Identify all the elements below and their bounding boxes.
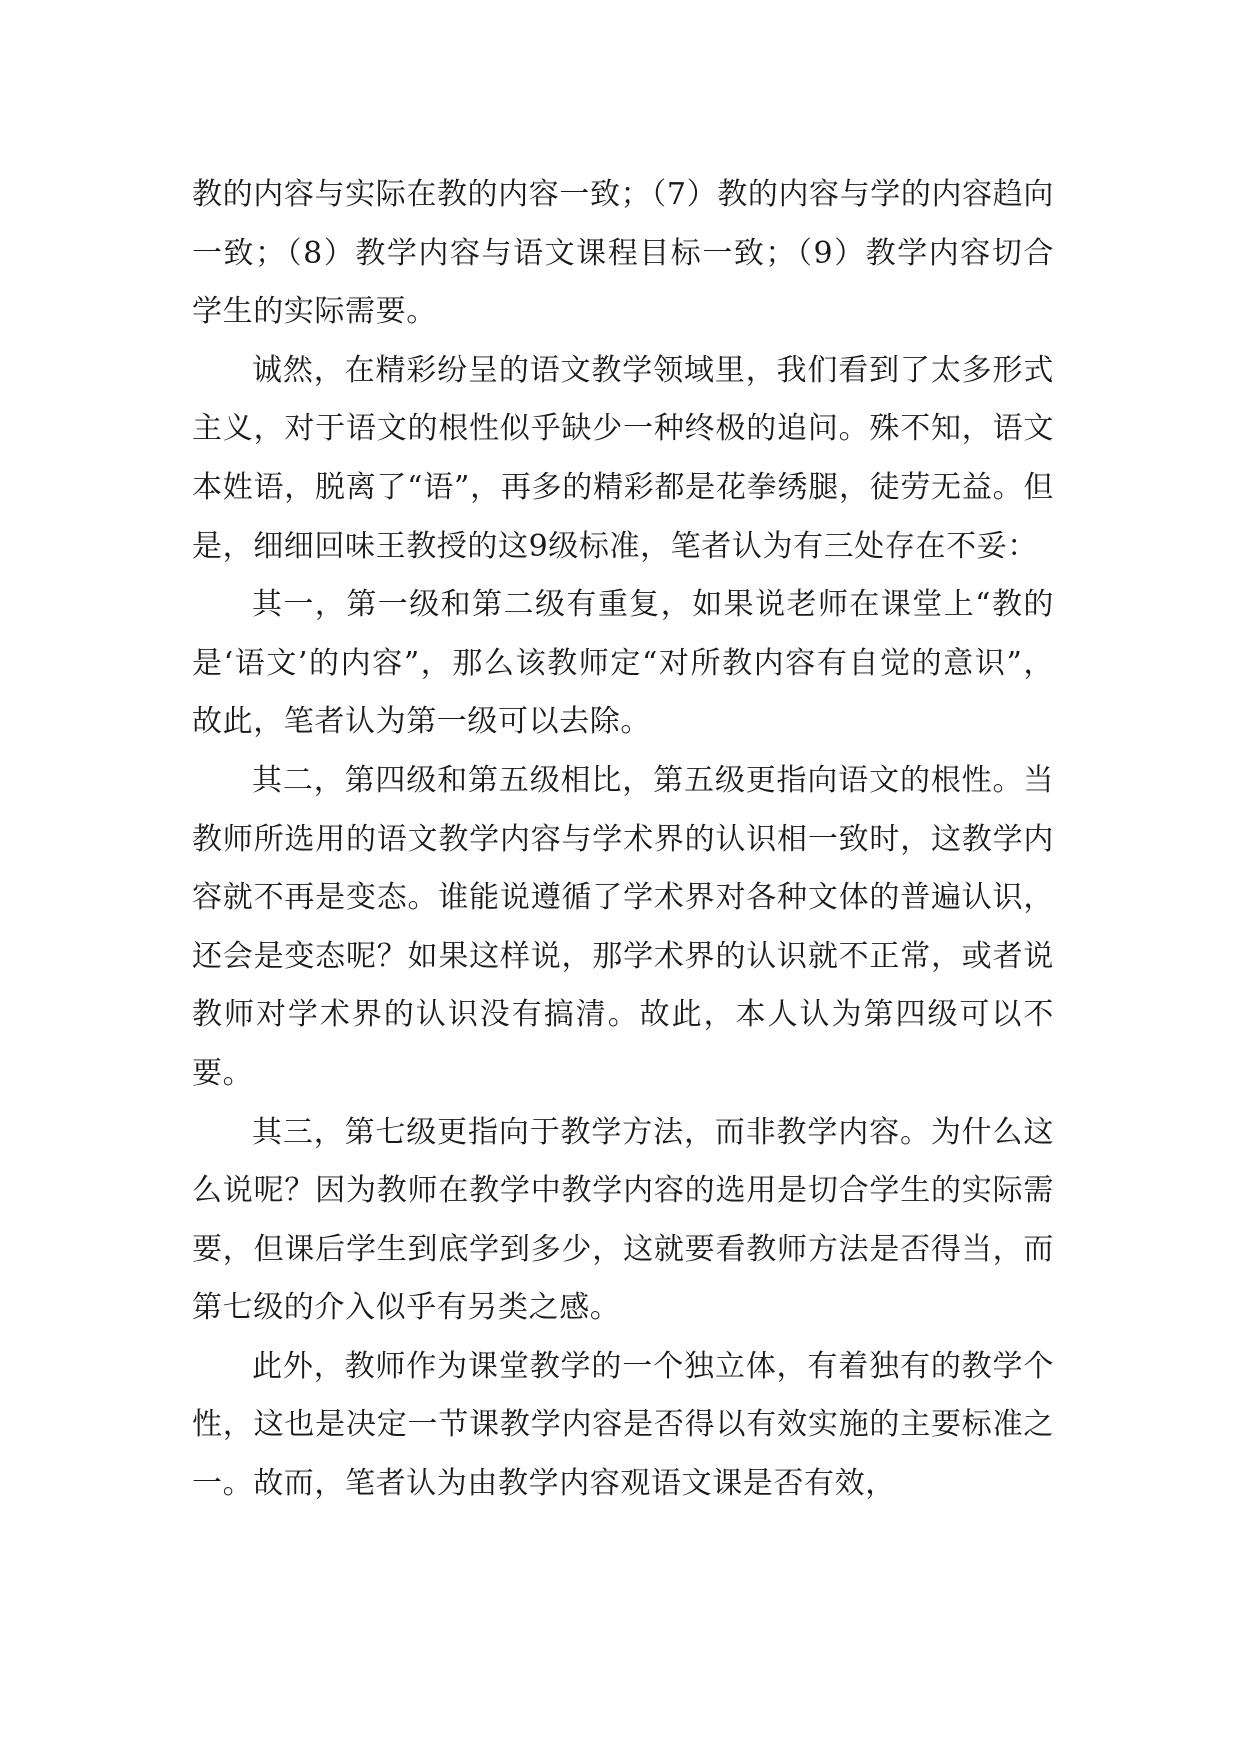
paragraph-conclusion: 此外，教师作为课堂教学的一个独立体，有着独有的教学个性，这也是决定一节课教学内容是否得以有效实施的主要标准之一。故而，笔者认为由教学内容观语文课是否有效， bbox=[192, 1348, 1054, 1502]
paragraph-continued: 教的内容与实际在教的内容一致；（7）教的内容与学的内容趋向一致；（8）教学内容与语文课程目标一致；（9）教学内容切合学生的实际需要。 bbox=[192, 177, 1054, 330]
paragraph-critique-intro: 诚然，在精彩纷呈的语文教学领域里，我们看到了太多形式主义，对于语文的根性似乎缺少一种终极的追问。殊不知，语文本姓语，脱离了“语”，再多的精彩都是花拳绣腿，徒劳无益。但是，细细回味王教授的这9级标准，笔者认为有三处存在不妥： bbox=[192, 352, 1054, 564]
paragraph-point-one: 其一，第一级和第二级有重复，如果说老师在课堂上“教的是‘语文’的内容”，那么该教师定“对所教内容有自觉的意识”，故此，笔者认为第一级可以去除。 bbox=[192, 587, 1054, 740]
document-body bbox=[192, 166, 1054, 1514]
paragraph-point-two: 其二，第四级和第五级相比，第五级更指向语文的根性。当教师所选用的语文教学内容与学术界的认识相一致时，这教学内容就不再是变态。谁能说遵循了学术界对各种文体的普遍认识，还会是变态呢？如果这样说，那学术界的认识就不正常，或者说教师对学术界的认识没有搞清。故此，本人认为第四级可以不要。 bbox=[192, 762, 1054, 1091]
paragraph-point-three: 其三，第七级更指向于教学方法，而非教学内容。为什么这么说呢？因为教师在教学中教学内容的选用是切合学生的实际需要，但课后学生到底学到多少，这就要看教师方法是否得当，而第七级的介入似乎有另类之感。 bbox=[192, 1114, 1054, 1326]
